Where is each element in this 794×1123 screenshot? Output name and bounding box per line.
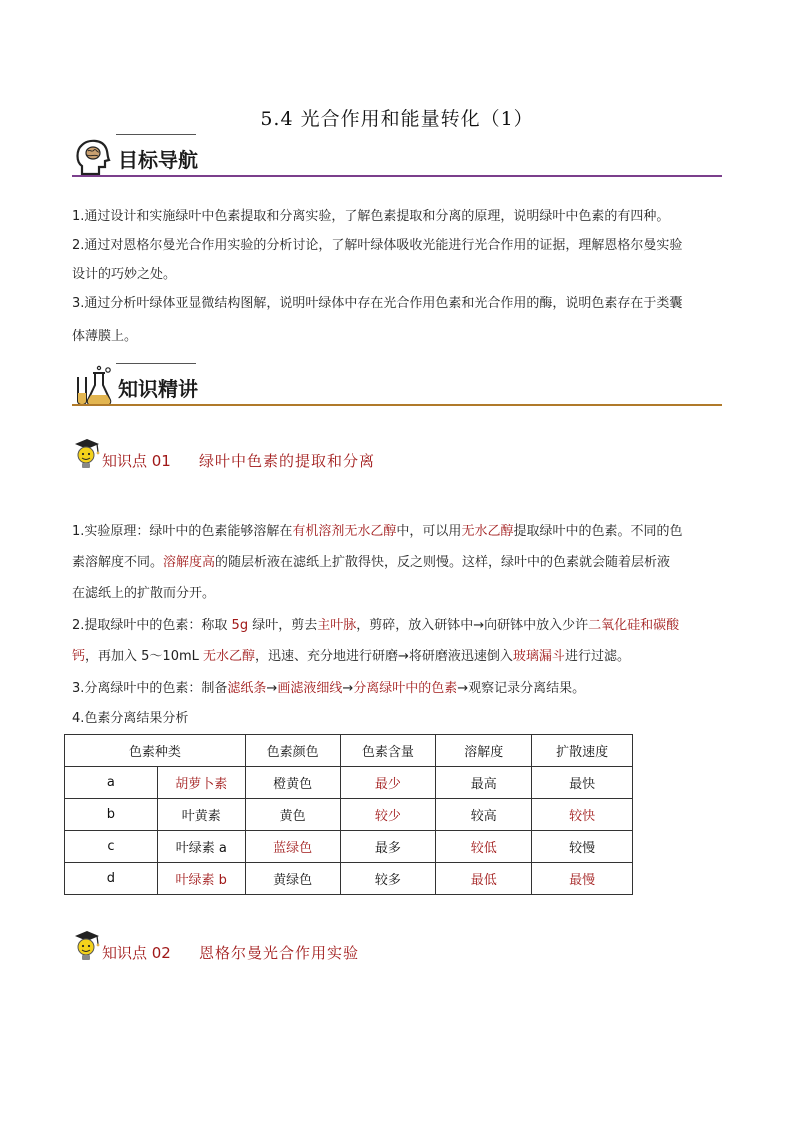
goal-paragraph-2b: 设计的巧妙之处。 xyxy=(72,267,177,282)
table-cell: c xyxy=(65,831,158,863)
extraction-line-2: 钙，再加入 5～10mL 无水乙醇，迅速、充分地进行研磨→将研磨液迅速倒入玻璃漏斗进行过滤。 xyxy=(72,649,630,664)
goal-paragraph-3b: 体薄膜上。 xyxy=(72,329,138,344)
header-top-rule xyxy=(116,134,196,135)
table-cell: 最低 xyxy=(436,863,532,895)
principle-line-3: 在滤纸上的扩散而分开。 xyxy=(72,586,216,601)
table-cell: 最少 xyxy=(340,767,436,799)
table-cell: 较高 xyxy=(436,799,532,831)
goal-paragraph-1: 1.通过设计和实施绿叶中色素提取和分离实验，了解色素提取和分离的原理，说明绿叶中色素的有四种。 xyxy=(72,209,670,224)
table-cell: a xyxy=(65,767,158,799)
goal-paragraph-2a: 2.通过对恩格尔曼光合作用实验的分析讨论，了解叶绿体吸收光能进行光合作用的证据，理解恩格尔曼实验 xyxy=(72,238,683,253)
table-header-cell: 色素颜色 xyxy=(245,735,340,767)
table-cell: 最高 xyxy=(436,767,532,799)
header-divider xyxy=(72,175,722,177)
knowledge-point-2-header xyxy=(72,928,572,968)
knowledge-point-number: 知识点 01 xyxy=(102,452,171,470)
knowledge-point-number: 知识点 02 xyxy=(102,944,171,962)
table-header-cell: 溶解度 xyxy=(436,735,532,767)
table-cell: 蓝绿色 xyxy=(245,831,340,863)
knowledge-point-title: 恩格尔曼光合作用实验 xyxy=(199,944,360,962)
table-row xyxy=(65,767,633,799)
knowledge-point-1-header xyxy=(72,436,572,476)
table-cell: 黄绿色 xyxy=(245,863,340,895)
principle-line-2: 素溶解度不同。溶解度高的随层析液在滤纸上扩散得快，反之则慢。这样，绿叶中的色素就会随着层析液 xyxy=(72,555,671,570)
principle-line-1: 1.实验原理：绿叶中的色素能够溶解在有机溶剂无水乙醇中，可以用无水乙醇提取绿叶中的色素。不同的色 xyxy=(72,524,683,539)
table-cell: 较多 xyxy=(340,863,436,895)
brain-head-icon xyxy=(72,136,114,178)
table-cell: b xyxy=(65,799,158,831)
table-row xyxy=(65,799,633,831)
table-cell: 最快 xyxy=(532,767,633,799)
table-row xyxy=(65,863,633,895)
graduate-bulb-icon xyxy=(72,436,102,470)
graduate-bulb-icon xyxy=(72,928,102,962)
table-cell: 较快 xyxy=(532,799,633,831)
lab-flask-icon xyxy=(72,365,114,407)
table-cell: 最多 xyxy=(340,831,436,863)
table-cell: 橙黄色 xyxy=(245,767,340,799)
table-row xyxy=(65,831,633,863)
table-cell: 叶绿素 b xyxy=(157,863,245,895)
goal-section-header xyxy=(72,134,722,180)
goal-paragraph-3a: 3.通过分析叶绿体亚显微结构图解，说明叶绿体中存在光合作用色素和光合作用的酶，说明色素存在于类囊 xyxy=(72,296,683,311)
knowledge-heading: 知识精讲 xyxy=(118,377,198,401)
knowledge-point-title: 绿叶中色素的提取和分离 xyxy=(199,452,376,470)
table-cell: 较少 xyxy=(340,799,436,831)
table-cell: 黄色 xyxy=(245,799,340,831)
table-cell: d xyxy=(65,863,158,895)
table-cell: 最慢 xyxy=(532,863,633,895)
pigment-table xyxy=(64,734,633,895)
table-cell: 较低 xyxy=(436,831,532,863)
table-header-row xyxy=(65,735,633,767)
result-analysis-label: 4.色素分离结果分析 xyxy=(72,711,189,726)
header-divider xyxy=(72,404,722,406)
table-cell: 胡萝卜素 xyxy=(157,767,245,799)
table-header-cell: 色素种类 xyxy=(65,735,246,767)
knowledge-section-header xyxy=(72,363,722,409)
table-header-cell: 色素含量 xyxy=(340,735,436,767)
table-cell: 叶黄素 xyxy=(157,799,245,831)
table-cell: 叶绿素 a xyxy=(157,831,245,863)
goal-heading: 目标导航 xyxy=(118,148,198,172)
header-top-rule xyxy=(116,363,196,364)
separation-line: 3.分离绿叶中的色素：制备滤纸条→画滤液细线→分离绿叶中的色素→观察记录分离结果。 xyxy=(72,681,586,696)
table-header-cell: 扩散速度 xyxy=(532,735,633,767)
page-title: 5.4 光合作用和能量转化（1） xyxy=(260,108,534,130)
table-cell: 较慢 xyxy=(532,831,633,863)
extraction-line-1: 2.提取绿叶中的色素：称取 5g 绿叶，剪去主叶脉，剪碎，放入研钵中→向研钵中放入少许二氧化硅和碳酸 xyxy=(72,618,680,633)
